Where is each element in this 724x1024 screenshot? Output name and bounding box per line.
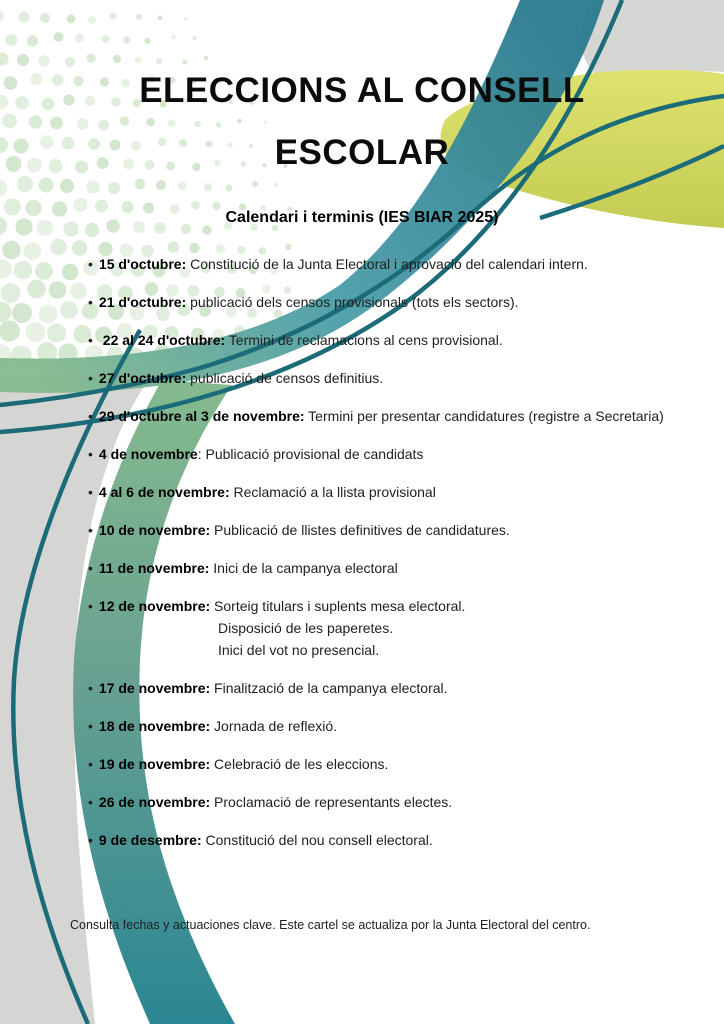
- item-text: Constitució del nou consell electoral.: [201, 832, 433, 848]
- item-text: publicació dels censos provisionals (tots els sectors).: [186, 294, 519, 310]
- bullet-icon: •: [88, 256, 93, 272]
- bullet-icon: •: [88, 680, 93, 696]
- item-date: 21 d'octubre:: [98, 294, 187, 310]
- footer-note: Consulta fechas y actuaciones clave. Este cartel se actualiza por la Junta Electoral del centro.: [70, 918, 591, 932]
- item-date: 4 al 6 de novembre:: [98, 484, 230, 500]
- item-main-line: [88, 595, 673, 617]
- item-date: 29 d'octubre al 3 de novembre:: [98, 408, 305, 424]
- poster-title: [0, 60, 724, 184]
- list-item: [88, 367, 673, 389]
- bullet-icon: •: [88, 560, 93, 576]
- item-text: Publicació de llistes definitives de candidatures.: [210, 522, 510, 538]
- item-date: 11 de novembre:: [98, 560, 210, 576]
- list-item: [88, 595, 673, 661]
- item-date: 27 d'octubre:: [98, 370, 187, 386]
- item-subline: Inici del vot no presencial.: [218, 642, 380, 658]
- title-line-2: ESCOLAR: [274, 133, 450, 172]
- item-text: Jornada de reflexió.: [210, 718, 338, 734]
- poster-subtitle: Calendari i terminis (IES BIAR 2025): [225, 209, 499, 226]
- bullet-icon: •: [88, 718, 93, 734]
- item-date: 19 de novembre:: [98, 756, 211, 772]
- list-item: [88, 791, 673, 813]
- item-text: Inici de la campanya electoral: [209, 560, 398, 576]
- item-text: Reclamació a la llista provisional: [229, 484, 436, 500]
- item-text: Finalització de la campanya electoral.: [210, 680, 448, 696]
- bullet-icon: •: [88, 332, 93, 348]
- list-item: [88, 405, 673, 427]
- list-item: [88, 481, 673, 503]
- list-item: [88, 291, 673, 313]
- item-date: 18 de novembre:: [98, 718, 211, 734]
- list-item: [88, 677, 673, 699]
- calendar-list: [88, 253, 673, 867]
- item-date: 22 al 24 d'octubre:: [98, 332, 226, 348]
- bullet-icon: •: [88, 756, 93, 772]
- bullet-icon: •: [88, 370, 93, 386]
- bullet-icon: •: [88, 598, 93, 614]
- item-text: Celebració de les eleccions.: [210, 756, 389, 772]
- list-item: [88, 253, 673, 275]
- list-item: [88, 557, 673, 579]
- bullet-icon: •: [88, 522, 93, 538]
- item-text: Proclamació de representants electes.: [210, 794, 453, 810]
- list-item: [88, 329, 673, 351]
- item-text: Termini de reclamacions al cens provisional.: [225, 332, 503, 348]
- bullet-icon: •: [88, 794, 93, 810]
- item-date: 15 d'octubre:: [98, 256, 187, 272]
- item-text: : Publicació provisional de candidats: [197, 446, 424, 462]
- list-item: [88, 753, 673, 775]
- item-text: publicació de censos definitius.: [186, 370, 384, 386]
- item-date: 26 de novembre:: [98, 794, 211, 810]
- bullet-icon: •: [88, 408, 93, 424]
- item-text: Termini per presentar candidatures (registre a Secretaria): [304, 408, 664, 424]
- item-date: 12 de novembre:: [98, 598, 211, 614]
- item-text: Sorteig titulars i suplents mesa electoral.: [210, 598, 466, 614]
- title-line-1: ELECCIONS AL CONSELL: [139, 71, 585, 110]
- bullet-icon: •: [88, 484, 93, 500]
- item-date: 9 de desembre:: [98, 832, 202, 848]
- list-item: [88, 715, 673, 737]
- list-item: [88, 519, 673, 541]
- bullet-icon: •: [88, 294, 93, 310]
- item-subline: Disposició de les paperetes.: [218, 620, 394, 636]
- list-item: [88, 443, 673, 465]
- item-text: Constitució de la Junta Electoral i aprovació del calendari intern.: [186, 256, 588, 272]
- item-date: 17 de novembre:: [98, 680, 211, 696]
- bullet-icon: •: [88, 446, 93, 462]
- item-date: 4 de novembre: [98, 446, 198, 462]
- bullet-icon: •: [88, 832, 93, 848]
- item-date: 10 de novembre:: [98, 522, 211, 538]
- list-item: [88, 829, 673, 851]
